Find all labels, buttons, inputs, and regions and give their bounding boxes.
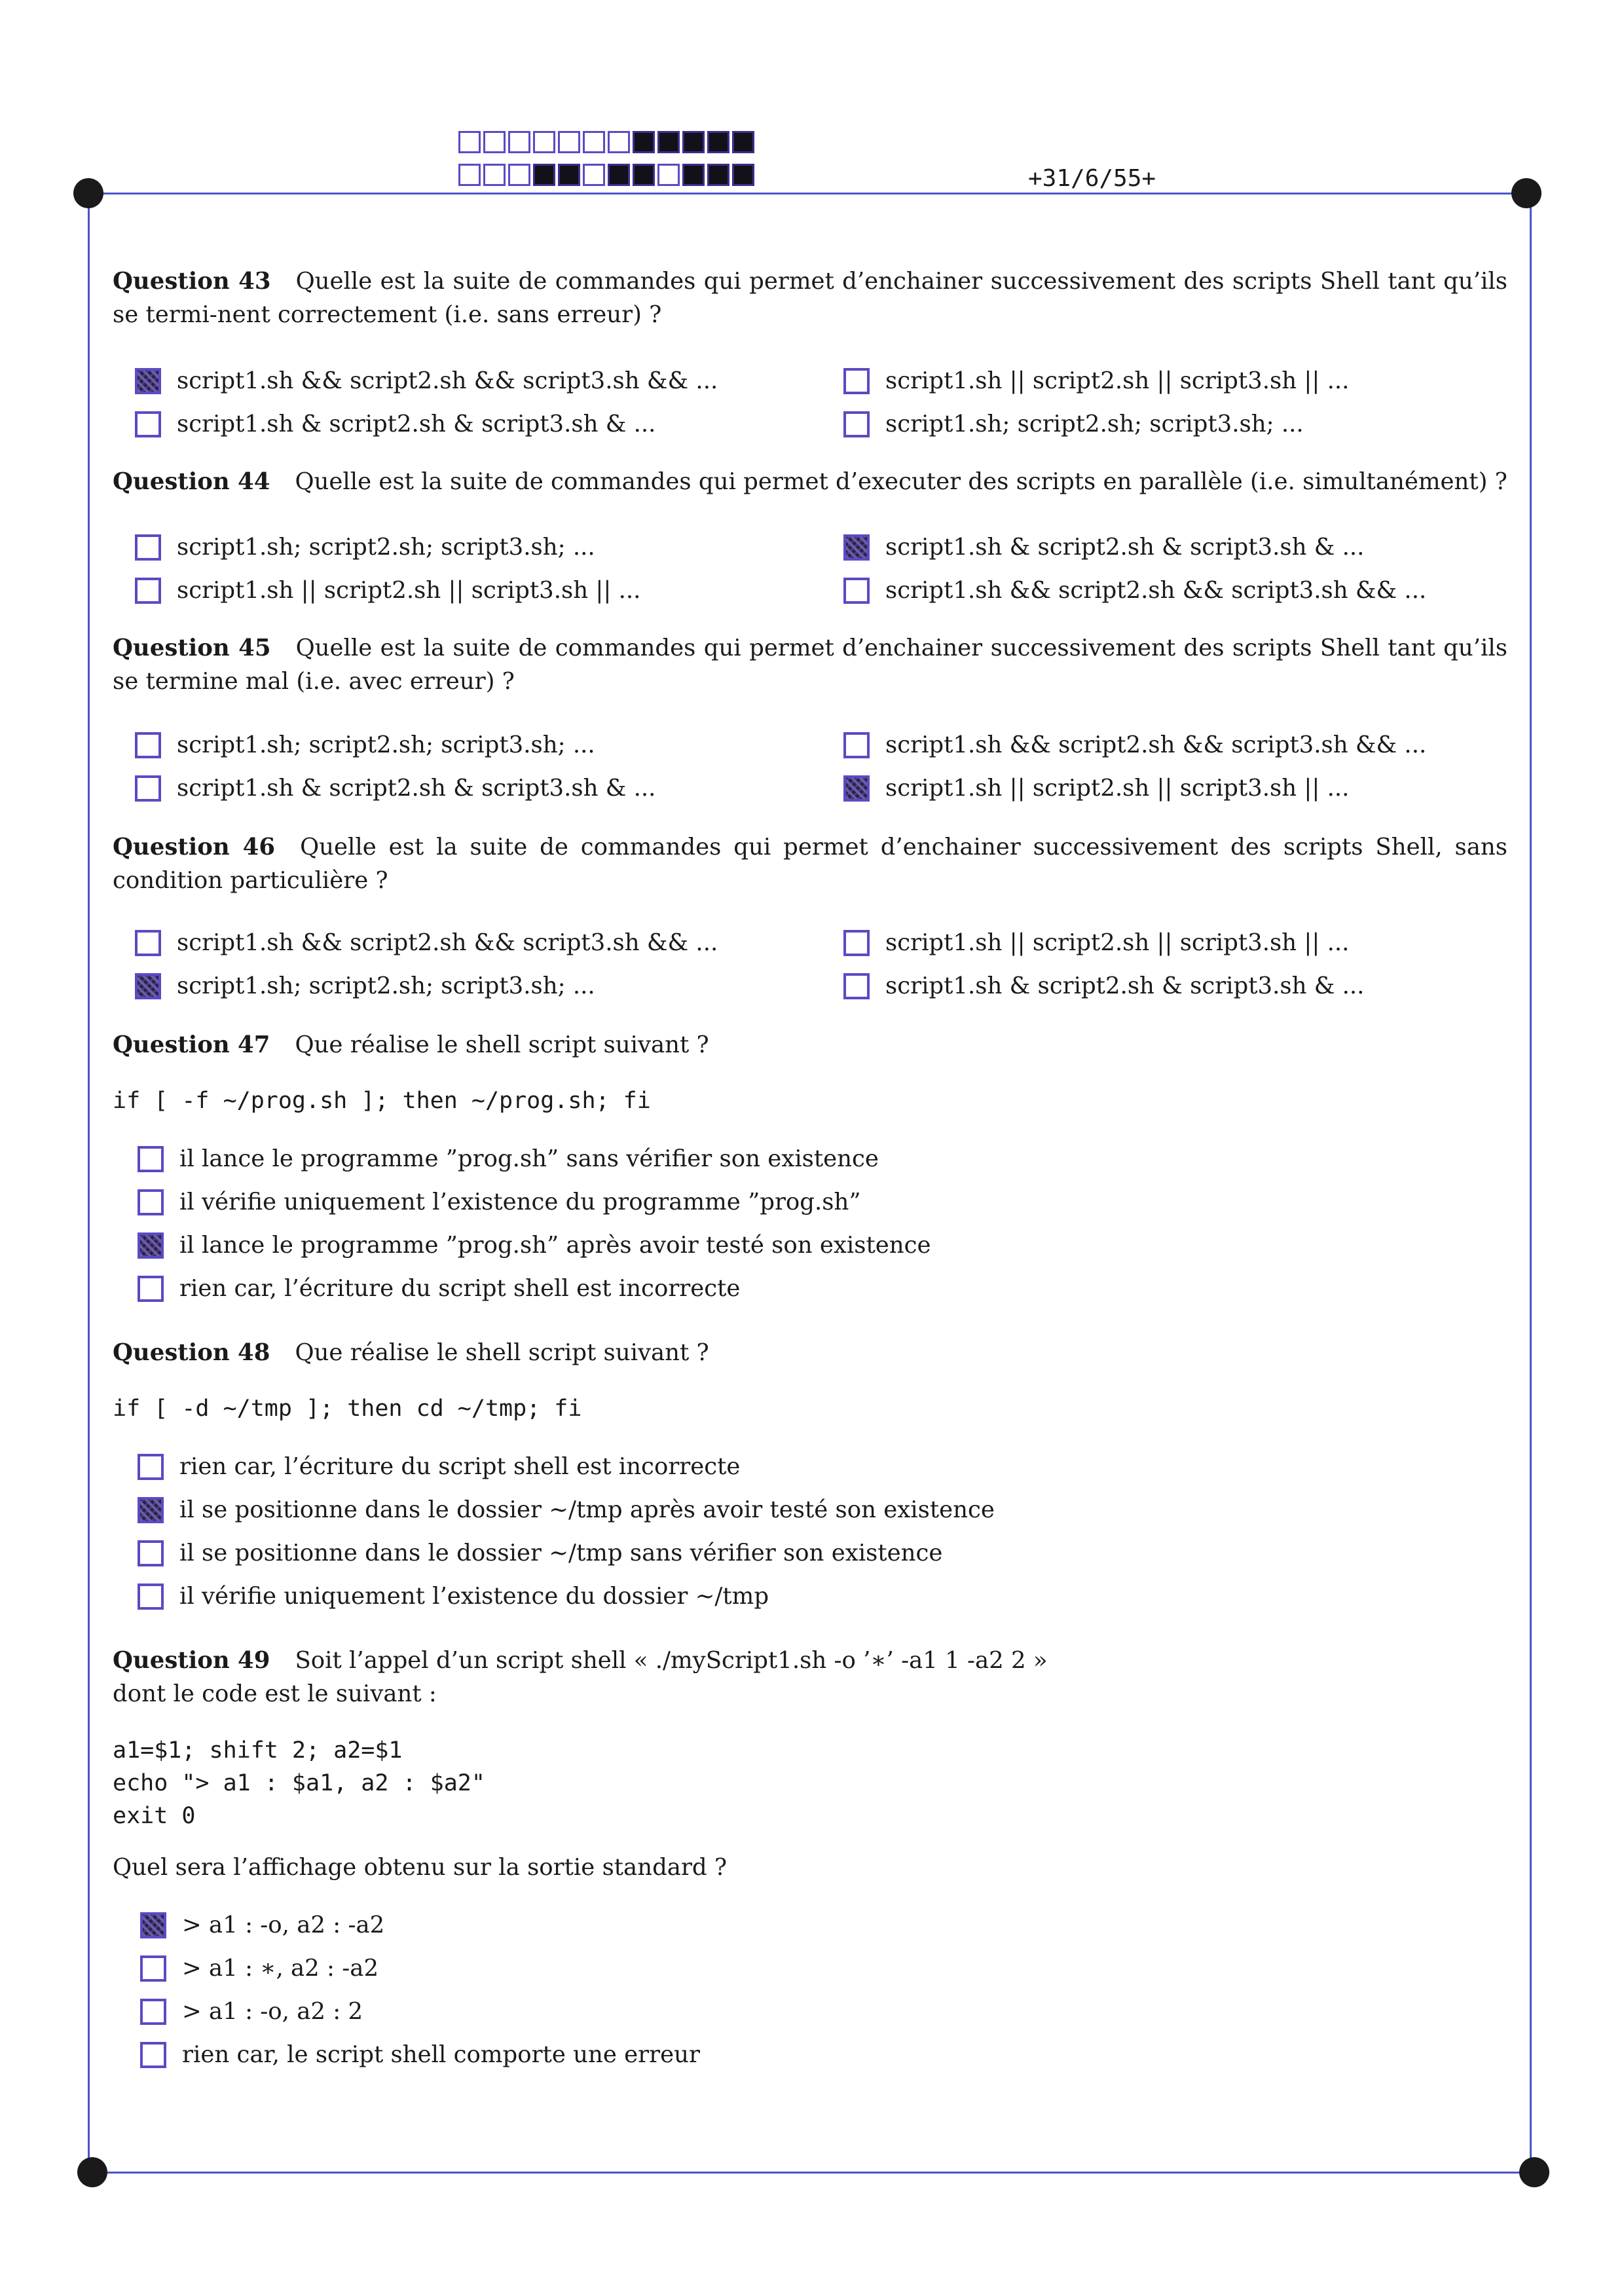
option[interactable] bbox=[138, 1231, 931, 1260]
option[interactable] bbox=[843, 410, 1304, 439]
option-text: script1.sh && script2.sh && script3.sh && ... bbox=[177, 367, 718, 394]
frame-top bbox=[88, 193, 1527, 194]
option-text: il vérifie uniquement l’existence du programme ”prog.sh” bbox=[179, 1189, 861, 1215]
checkbox[interactable] bbox=[135, 775, 161, 802]
option[interactable] bbox=[135, 731, 595, 760]
option-text: script1.sh & script2.sh & script3.sh & ... bbox=[177, 775, 656, 802]
option-text: rien car, l’écriture du script shell est incorrecte bbox=[179, 1453, 741, 1480]
option[interactable] bbox=[135, 576, 640, 605]
question-label: Question 43 bbox=[113, 268, 271, 295]
checkbox[interactable] bbox=[843, 534, 870, 561]
question-text-continued: dont le code est le suivant : bbox=[113, 1680, 437, 1707]
question-label: Question 47 bbox=[113, 1031, 270, 1058]
question-text: Quelle est la suite de commandes qui permet d’enchainer successivement des scripts Shell tant qu’ils se termi-nent correctement (i.e. sans erreur) ? bbox=[113, 268, 1507, 328]
checkbox[interactable] bbox=[135, 578, 161, 604]
option[interactable] bbox=[135, 367, 718, 396]
option-text: script1.sh & script2.sh & script3.sh & ... bbox=[177, 411, 656, 437]
option-text: script1.sh && script2.sh && script3.sh && ... bbox=[885, 577, 1427, 604]
option-text: il se positionne dans le dossier ∼/tmp sans vérifier son existence bbox=[179, 1540, 943, 1566]
option[interactable] bbox=[140, 1954, 378, 1983]
code-snippet: if [ -f ~/prog.sh ]; then ~/prog.sh; fi bbox=[113, 1088, 651, 1114]
option[interactable] bbox=[138, 1496, 995, 1525]
checkbox[interactable] bbox=[135, 411, 161, 437]
option-text: script1.sh || script2.sh || script3.sh || ... bbox=[885, 929, 1350, 956]
question-label: Question 49 bbox=[113, 1647, 270, 1674]
question-label: Question 44 bbox=[113, 468, 270, 495]
code-snippet: if [ -d ~/tmp ]; then cd ~/tmp; fi bbox=[113, 1396, 582, 1422]
checkbox[interactable] bbox=[843, 578, 870, 604]
frame-left bbox=[88, 193, 90, 2173]
checkbox[interactable] bbox=[135, 534, 161, 561]
question-46 bbox=[113, 830, 1507, 897]
question-prompt: Quel sera l’affichage obtenu sur la sortie standard ? bbox=[113, 1854, 727, 1881]
option-text: il lance le programme ”prog.sh” après avoir testé son existence bbox=[179, 1232, 931, 1259]
option-text: > a1 : -o, a2 : 2 bbox=[182, 1998, 363, 2025]
checkbox[interactable] bbox=[138, 1232, 164, 1259]
option[interactable] bbox=[135, 410, 655, 439]
option-text: script1.sh; script2.sh; script3.sh; ... bbox=[177, 534, 595, 561]
question-47 bbox=[113, 1028, 1507, 1062]
option[interactable] bbox=[843, 576, 1426, 605]
option-text: script1.sh & script2.sh & script3.sh & ... bbox=[885, 534, 1365, 561]
option-text: > a1 : -o, a2 : -a2 bbox=[182, 1912, 385, 1938]
question-text: Que réalise le shell script suivant ? bbox=[295, 1339, 709, 1366]
option-text: script1.sh && script2.sh && script3.sh && ... bbox=[177, 929, 718, 956]
question-48 bbox=[113, 1336, 1507, 1369]
question-label: Question 48 bbox=[113, 1339, 270, 1366]
option[interactable] bbox=[138, 1453, 740, 1481]
checkbox[interactable] bbox=[843, 732, 870, 758]
checkbox[interactable] bbox=[140, 1955, 166, 1982]
option[interactable] bbox=[843, 533, 1364, 562]
option[interactable] bbox=[135, 533, 595, 562]
option[interactable] bbox=[843, 367, 1349, 396]
checkbox[interactable] bbox=[843, 775, 870, 802]
option[interactable] bbox=[135, 774, 655, 803]
checkbox[interactable] bbox=[138, 1146, 164, 1172]
option-text: script1.sh && script2.sh && script3.sh && ... bbox=[885, 731, 1427, 758]
option-text: il vérifie uniquement l’existence du dossier ∼/tmp bbox=[179, 1583, 769, 1610]
option[interactable] bbox=[843, 972, 1364, 1001]
checkbox[interactable] bbox=[140, 1912, 166, 1938]
option[interactable] bbox=[140, 1997, 363, 2026]
option[interactable] bbox=[140, 2041, 700, 2069]
checkbox[interactable] bbox=[843, 930, 870, 956]
code-line: a1=$1; shift 2; a2=$1 bbox=[113, 1737, 403, 1764]
option-text: rien car, le script shell comporte une erreur bbox=[182, 2041, 700, 2068]
code-line: exit 0 bbox=[113, 1803, 196, 1829]
checkbox[interactable] bbox=[135, 368, 161, 394]
barcode-row-1 bbox=[458, 131, 754, 155]
option[interactable] bbox=[140, 1911, 384, 1940]
option-text: rien car, l’écriture du script shell est incorrecte bbox=[179, 1275, 741, 1302]
option[interactable] bbox=[843, 929, 1349, 957]
question-44 bbox=[113, 465, 1507, 498]
checkbox[interactable] bbox=[135, 973, 161, 999]
barcode-row-2 bbox=[458, 164, 754, 187]
code-line: echo "> a1 : $a1, a2 : $a2" bbox=[113, 1770, 485, 1796]
corner-mark-bottom-right bbox=[1519, 2157, 1549, 2187]
checkbox[interactable] bbox=[138, 1276, 164, 1302]
frame-right bbox=[1530, 193, 1532, 2173]
option[interactable] bbox=[843, 774, 1349, 803]
question-49 bbox=[113, 1644, 1507, 1711]
option-text: script1.sh || script2.sh || script3.sh || ... bbox=[177, 577, 641, 604]
option-text: script1.sh & script2.sh & script3.sh & ... bbox=[885, 972, 1365, 999]
question-label: Question 46 bbox=[113, 834, 276, 861]
checkbox[interactable] bbox=[138, 1454, 164, 1480]
option[interactable] bbox=[138, 1188, 861, 1217]
option-text: script1.sh; script2.sh; script3.sh; ... bbox=[177, 731, 595, 758]
checkbox[interactable] bbox=[138, 1583, 164, 1610]
option-text: script1.sh; script2.sh; script3.sh; ... bbox=[177, 972, 595, 999]
option-text: script1.sh || script2.sh || script3.sh || ... bbox=[885, 367, 1350, 394]
question-text: Soit l’appel d’un script shell « ./myScript1.sh -o ’∗’ -a1 1 -a2 2 » bbox=[295, 1647, 1048, 1674]
checkbox[interactable] bbox=[138, 1497, 164, 1523]
option-text: script1.sh || script2.sh || script3.sh || ... bbox=[885, 775, 1350, 802]
question-45 bbox=[113, 631, 1507, 698]
question-text: Quelle est la suite de commandes qui permet d’executer des scripts en parallèle (i.e. simultanément) ? bbox=[295, 468, 1507, 495]
option-text: il se positionne dans le dossier ∼/tmp après avoir testé son existence bbox=[179, 1496, 995, 1523]
question-text: Quelle est la suite de commandes qui permet d’enchainer successivement des scripts Shell, sans condition particulière ? bbox=[113, 834, 1507, 894]
checkbox[interactable] bbox=[135, 732, 161, 758]
corner-mark-bottom-left bbox=[77, 2157, 107, 2187]
checkbox[interactable] bbox=[843, 973, 870, 999]
checkbox[interactable] bbox=[843, 368, 870, 394]
option[interactable] bbox=[138, 1539, 942, 1568]
checkbox[interactable] bbox=[138, 1540, 164, 1566]
option[interactable] bbox=[138, 1274, 740, 1303]
checkbox[interactable] bbox=[140, 1999, 166, 2025]
question-label: Question 45 bbox=[113, 635, 271, 661]
question-text: Que réalise le shell script suivant ? bbox=[295, 1031, 709, 1058]
corner-mark-top-left bbox=[73, 178, 103, 208]
option-text: script1.sh; script2.sh; script3.sh; ... bbox=[885, 411, 1304, 437]
option[interactable] bbox=[138, 1145, 879, 1174]
checkbox[interactable] bbox=[135, 930, 161, 956]
checkbox[interactable] bbox=[138, 1189, 164, 1215]
option[interactable] bbox=[843, 731, 1426, 760]
frame-bottom bbox=[93, 2172, 1534, 2174]
option-text: > a1 : ∗, a2 : -a2 bbox=[182, 1955, 379, 1982]
option[interactable] bbox=[135, 929, 718, 957]
option[interactable] bbox=[135, 972, 595, 1001]
checkbox[interactable] bbox=[140, 2042, 166, 2068]
corner-mark-top-right bbox=[1511, 178, 1541, 208]
question-43 bbox=[113, 265, 1507, 331]
question-text: Quelle est la suite de commandes qui permet d’enchainer successivement des scripts Shell tant qu’ils se termine mal (i.e. avec erreur) ? bbox=[113, 635, 1507, 695]
option-text: il lance le programme ”prog.sh” sans vérifier son existence bbox=[179, 1145, 879, 1172]
sheet-id: +31/6/55+ bbox=[1028, 165, 1156, 192]
option[interactable] bbox=[138, 1582, 769, 1611]
checkbox[interactable] bbox=[843, 411, 870, 437]
